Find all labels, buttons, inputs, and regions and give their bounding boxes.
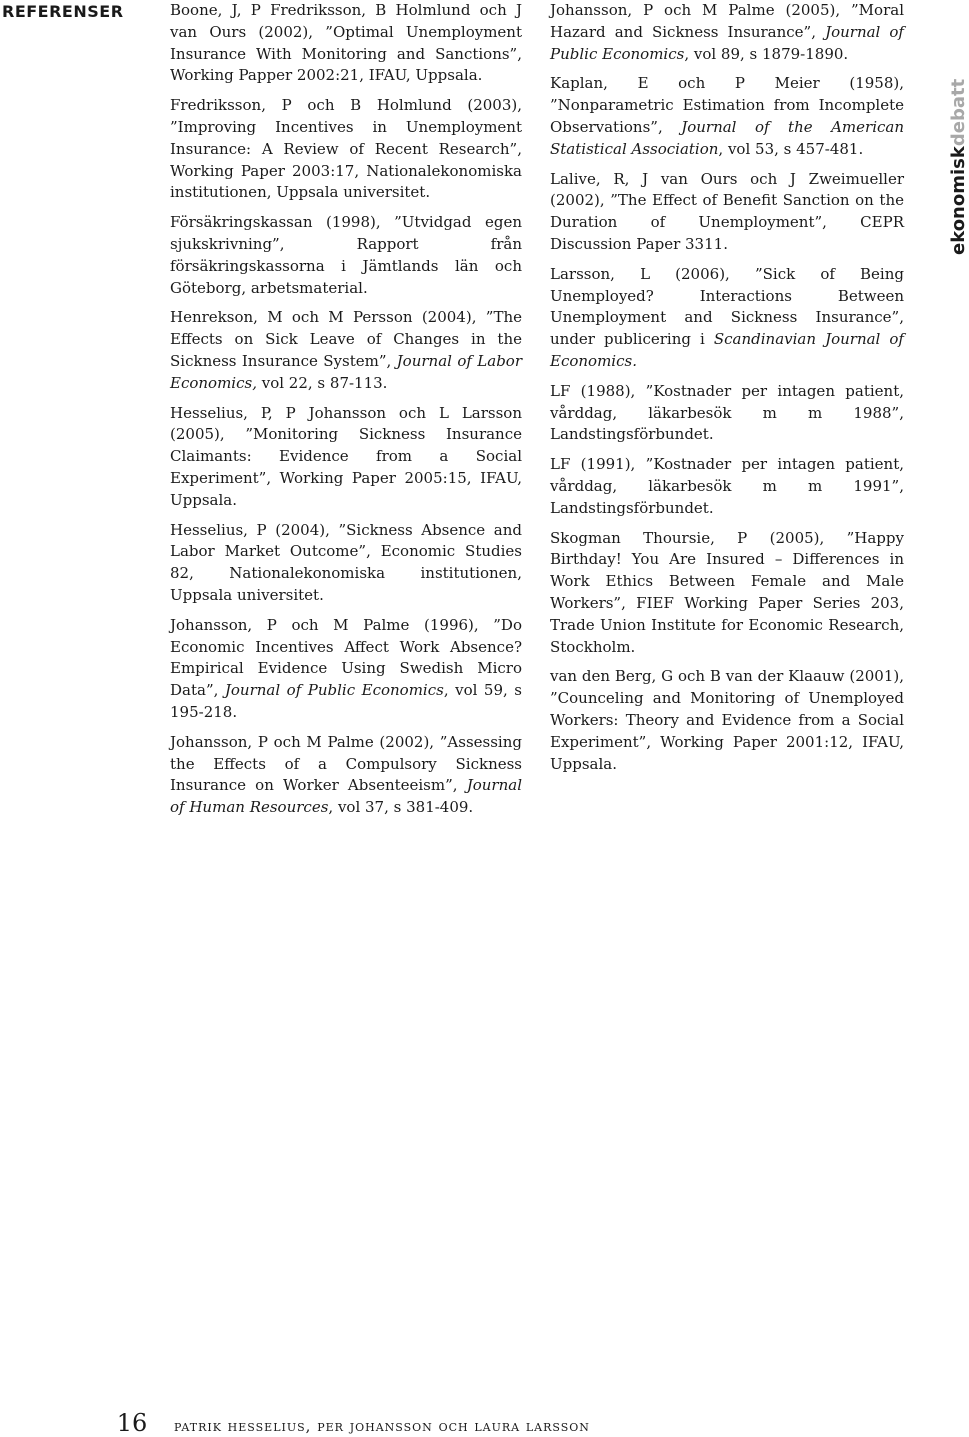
running-head: patrik hesselius, per johansson och laura larsson: [174, 1417, 590, 1435]
reference-entry: Försäkringskassan (1998), ”Utvidgad egen sjukskrivning”, Rapport från försäkringskassorna i Jämtlands län och Göteborg, arbetsmaterial.: [170, 213, 522, 297]
reference-entry: Johansson, P och M Palme (2005), ”Moral Hazard and Sickness Insurance”, Journal of Public Economics, vol 89, s 1879-1890.: [550, 1, 904, 63]
reference-entry: Boone, J, P Fredriksson, B Holmlund och J van Ours (2002), ”Optimal Unemployment Insurance With Monitoring and Sanctions”, Working Papper 2002:21, IFAU, Uppsala.: [170, 1, 522, 85]
journal-name: Journal of the American Statistical Association: [550, 117, 904, 158]
reference-entry: Fredriksson, P och B Holmlund (2003), ”Improving Incentives in Unemployment Insurance: A Review of Recent Research”, Working Paper 2003:17, Nationalekonomiska institutionen, Uppsala universitet.: [170, 96, 522, 202]
brand-part-ekonomisk: ekonomisk: [948, 146, 969, 255]
section-heading: REFERENSER: [2, 2, 124, 21]
brand-part-debatt: debatt: [948, 78, 969, 147]
reference-entry: Hesselius, P (2004), ”Sickness Absence and Labor Market Outcome”, Economic Studies 82, Nationalekonomiska institutionen, Uppsala universitet.: [170, 520, 522, 604]
publication-brand: [948, 79, 969, 255]
reference-entry: Kaplan, E och P Meier (1958), ”Nonparametric Estimation from Incomplete Observations”, Journal of the American Statistical Association, vol 53, s 457-481.: [550, 74, 904, 158]
page-number: 16: [116, 1409, 148, 1437]
journal-name: Journal of Labor Economics,: [170, 351, 523, 392]
page-footer: [100, 1409, 590, 1437]
reference-entry: Lalive, R, J van Ours och J Zweimueller (2002), ”The Effect of Benefit Sanction on the Duration of Unemployment”, CEPR Discussion Paper 3311.: [550, 169, 904, 253]
reference-entry: Henrekson, M och M Persson (2004), ”The Effects on Sick Leave of Changes in the Sickness Insurance System”, Journal of Labor Economics, vol 22, s 87-113.: [170, 308, 523, 392]
reference-entry: LF (1991), ”Kostnader per intagen patient, vårddag, läkarbesök m m 1991”, Landstingsförbundet.: [550, 455, 904, 517]
reference-entry: Larsson, L (2006), ”Sick of Being Unemployed? Interactions Between Unemployment and Sickness Insurance”, under publicering i Scandinavian Journal of Economics.: [550, 264, 904, 370]
journal-name: Journal of Human Resources: [170, 776, 522, 817]
reference-entry: LF (1988), ”Kostnader per intagen patient, vårddag, läkarbesök m m 1988”, Landstingsförbundet.: [550, 381, 904, 444]
references-column-right: [550, 0, 904, 783]
journal-name: Journal of Public Economics: [224, 681, 444, 700]
journal-name: Journal of Public Economics: [550, 22, 904, 63]
reference-entry: van den Berg, G och B van der Klaauw (2001), ”Counceling and Monitoring of Unemployed Workers: Theory and Evidence from a Social Experiment”, Working Paper 2001:12, IFAU, Uppsala.: [550, 667, 904, 773]
reference-entry: Johansson, P och M Palme (2002), ”Assessing the Effects of a Compulsory Sickness Insurance on Worker Absenteeism”, Journal of Human Resources, vol 37, s 381-409.: [170, 732, 522, 817]
journal-name: Scandinavian Journal of Economics.: [550, 330, 904, 370]
reference-entry: Johansson, P och M Palme (1996), ”Do Economic Incentives Affect Work Absence? Empirical Evidence Using Swedish Micro Data”, Journal of Public Economics, vol 59, s 195-218.: [170, 615, 522, 721]
reference-entry: Skogman Thoursie, P (2005), ”Happy Birthday! You Are Insured – Differences in Work Ethics Between Female and Male Workers”, FIEF Working Paper Series 203, Trade Union Institute for Economic Research, Stockholm.: [550, 528, 904, 656]
references-column-left: [170, 0, 522, 827]
reference-entry: Hesselius, P, P Johansson och L Larsson (2005), ”Monitoring Sickness Insurance Claimants: Evidence from a Social Experiment”, Working Paper 2005:15, IFAU, Uppsala.: [170, 403, 522, 509]
